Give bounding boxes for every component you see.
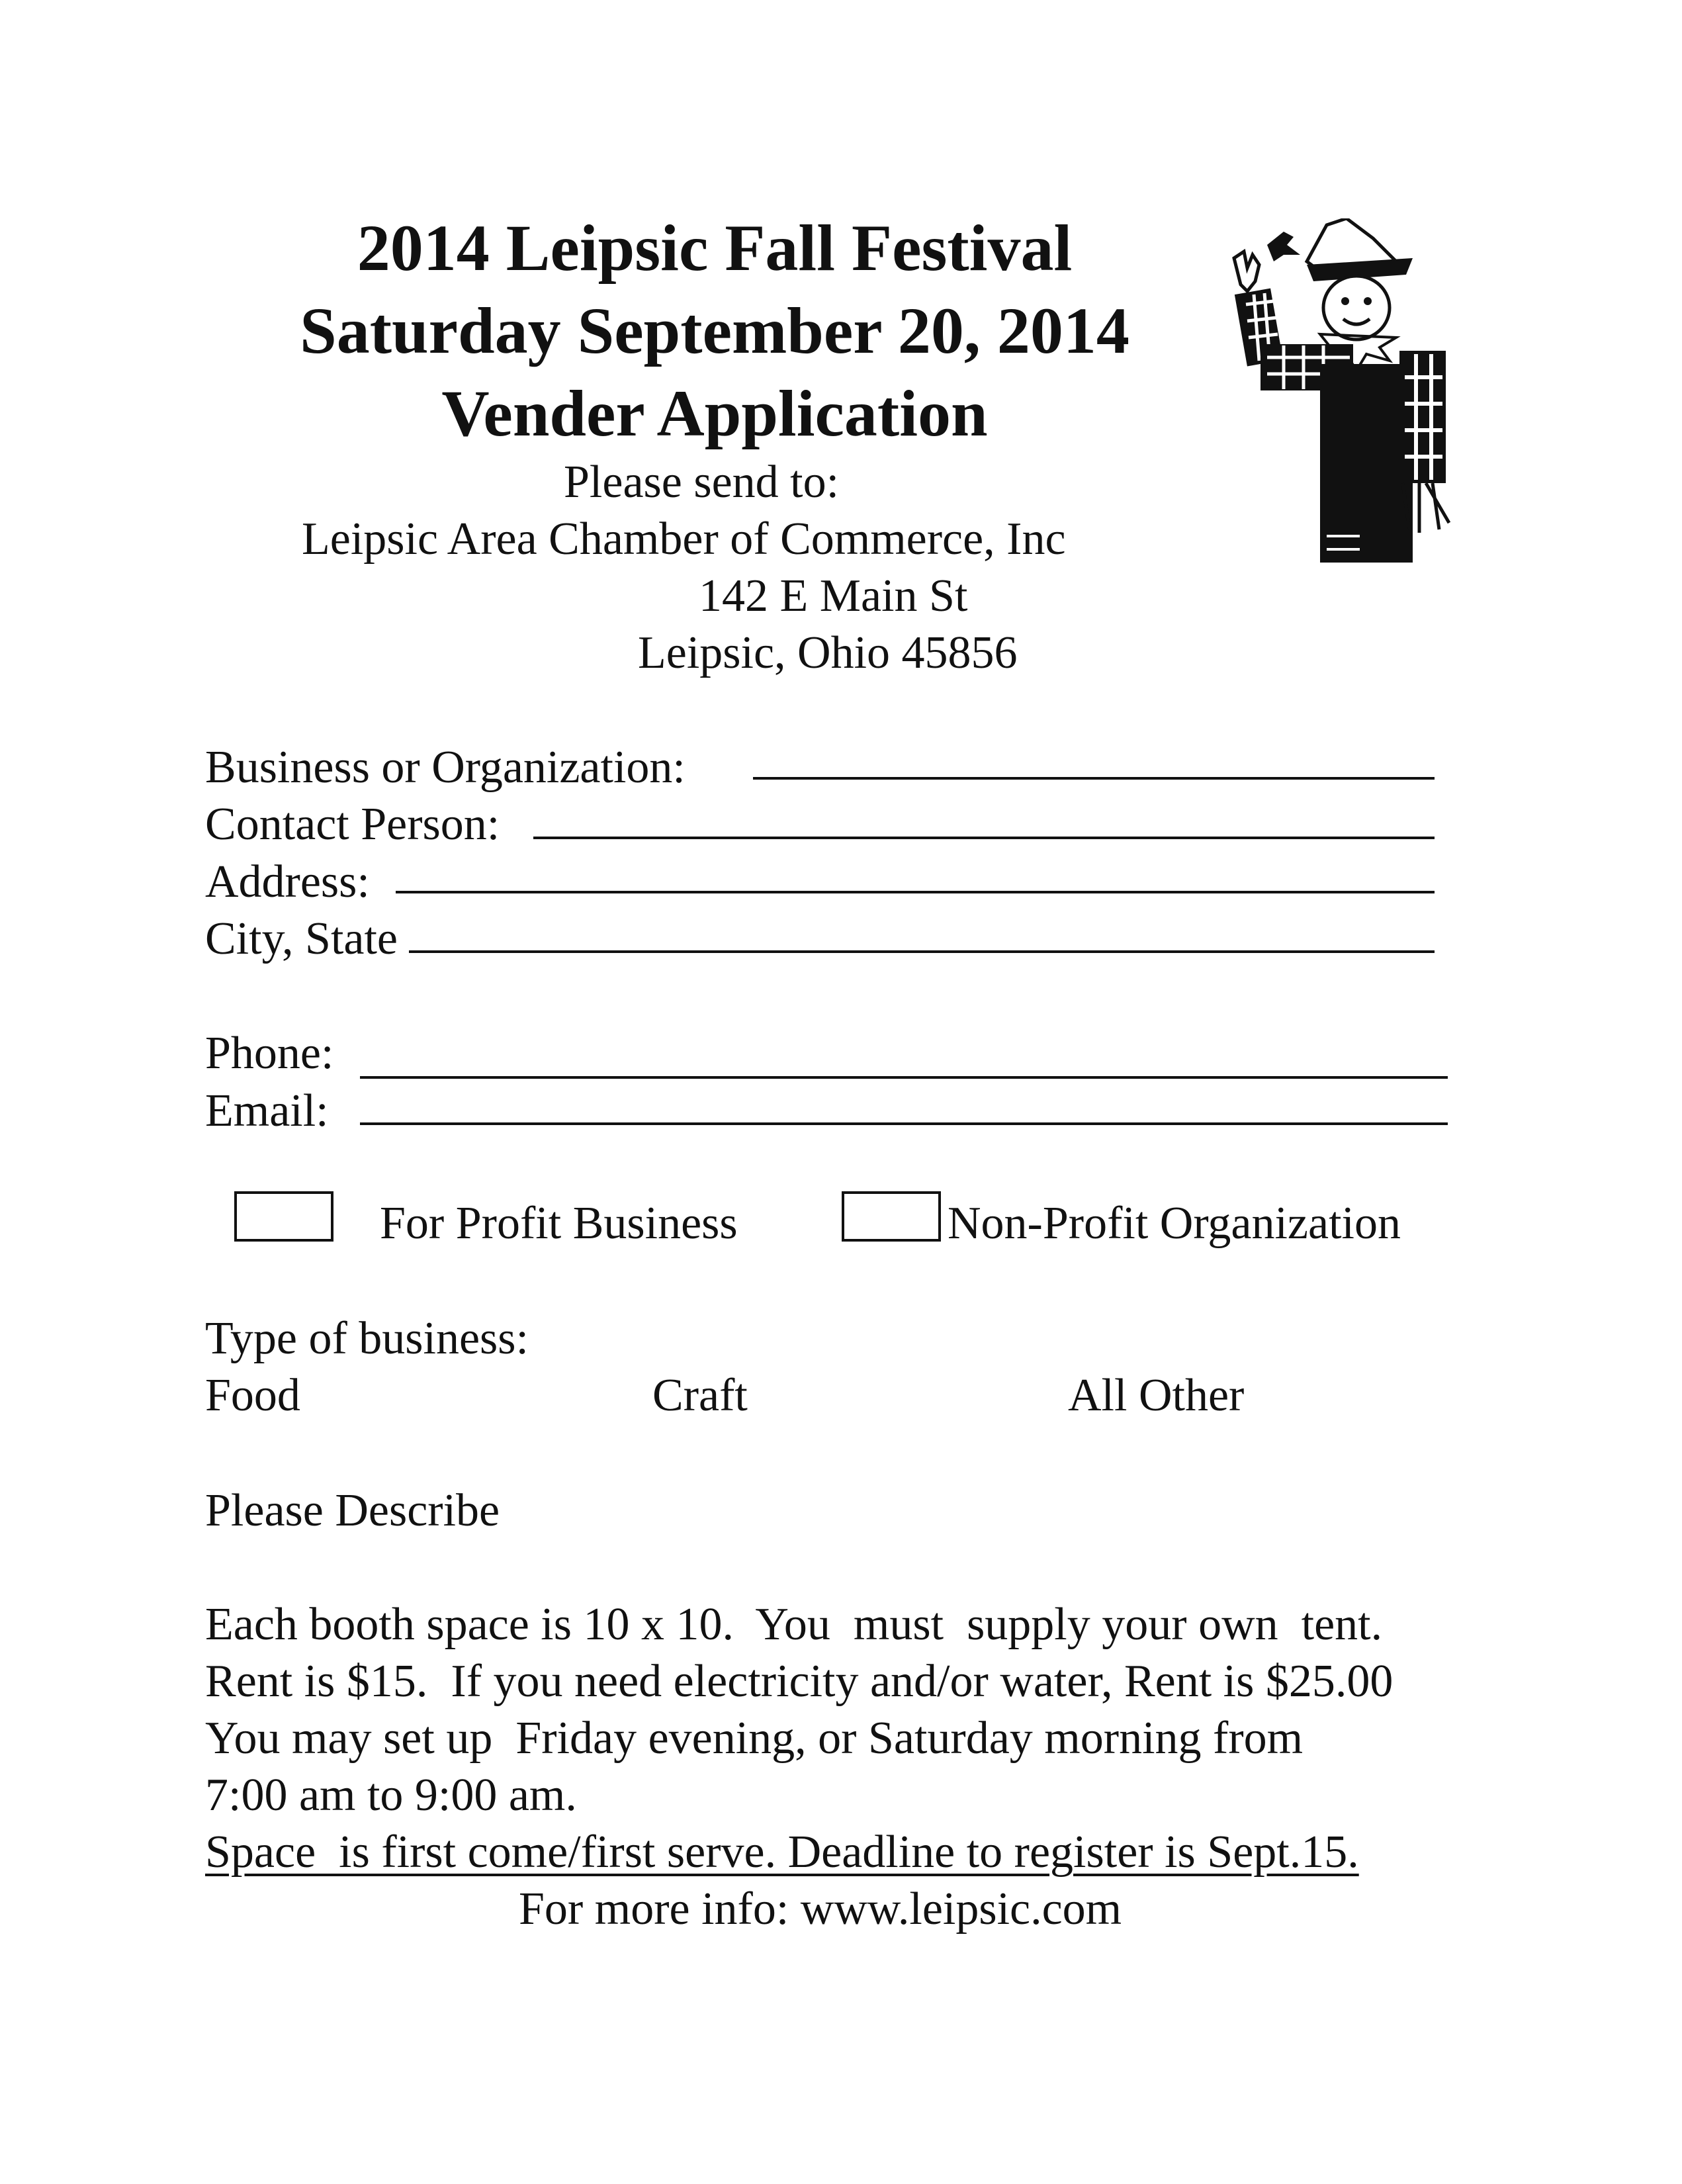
info-line-1: Each booth space is 10 x 10. You must supply your own tent. xyxy=(205,1599,1383,1650)
scarecrow-with-crow-icon xyxy=(1221,218,1459,563)
deadline-notice: Space is first come/first serve. Deadline to register is Sept.15. xyxy=(205,1827,1359,1878)
address-field[interactable] xyxy=(396,891,1435,893)
address-label: Address: xyxy=(205,856,370,907)
title-line-1: 2014 Leipsic Fall Festival xyxy=(357,211,1073,285)
business-type-craft[interactable]: Craft xyxy=(652,1370,748,1421)
title-line-3: Vender Application xyxy=(441,377,988,450)
business-type-other[interactable]: All Other xyxy=(1068,1370,1245,1421)
non-profit-checkbox[interactable] xyxy=(842,1191,941,1242)
non-profit-label: Non-Profit Organization xyxy=(948,1198,1401,1249)
for-profit-label: For Profit Business xyxy=(380,1198,738,1249)
phone-label: Phone: xyxy=(205,1028,334,1079)
business-field[interactable] xyxy=(753,777,1435,780)
city-address: Leipsic, Ohio 45856 xyxy=(638,627,1018,678)
contact-label: Contact Person: xyxy=(205,799,500,850)
title-line-2: Saturday September 20, 2014 xyxy=(300,294,1129,367)
info-line-3: You may set up Friday evening, or Saturday morning from xyxy=(205,1713,1304,1764)
business-type-food[interactable]: Food xyxy=(205,1370,300,1421)
organization-name: Leipsic Area Chamber of Commerce, Inc xyxy=(302,514,1066,565)
email-field[interactable] xyxy=(360,1122,1448,1125)
info-line-4: 7:00 am to 9:00 am. xyxy=(205,1770,577,1821)
email-label: Email: xyxy=(205,1085,329,1136)
business-label: Business or Organization: xyxy=(205,742,686,793)
city-state-field[interactable] xyxy=(409,950,1435,953)
describe-label: Please Describe xyxy=(205,1485,500,1536)
more-info-link[interactable]: For more info: www.leipsic.com xyxy=(519,1884,1122,1934)
business-type-heading: Type of business: xyxy=(205,1313,529,1364)
contact-field[interactable] xyxy=(533,837,1435,839)
send-to-label: Please send to: xyxy=(564,457,840,508)
street-address: 142 E Main St xyxy=(699,570,968,621)
info-line-2: Rent is $15. If you need electricity and/or water, Rent is $25.00 xyxy=(205,1656,1394,1707)
for-profit-checkbox[interactable] xyxy=(234,1191,333,1242)
phone-field[interactable] xyxy=(360,1076,1448,1079)
city-state-label: City, State xyxy=(205,913,398,964)
